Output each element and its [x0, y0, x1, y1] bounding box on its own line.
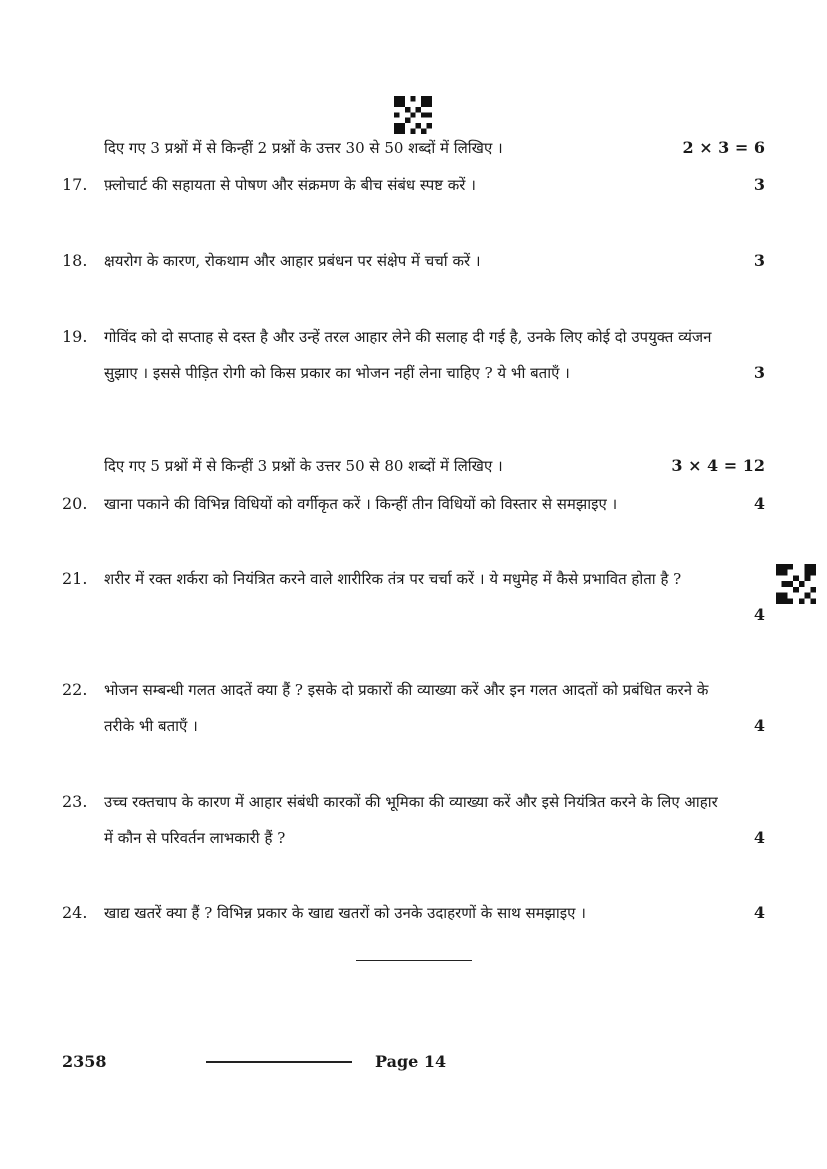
question-marks: 3 [753, 175, 765, 194]
question-marks: 3 [753, 251, 765, 270]
question-number: 20. [62, 494, 88, 513]
question-marks: 4 [753, 716, 765, 735]
question-text: शरीर में रक्त शर्करा को नियंत्रित करने वाले शारीरिक तंत्र पर चर्चा करें । ये मधुमेह में कैसे प्रभावित होता है ? [104, 570, 682, 588]
section-marks: 3 × 4 = 12 [671, 456, 765, 475]
question-text: भोजन सम्बन्धी गलत आदतें क्या हैं ? इसके दो प्रकारों की व्याख्या करें और इन गलत आदतों को प्रबंधित करने के तरीके भी बताएँ । [104, 681, 709, 735]
question-text: उच्च रक्तचाप के कारण में आहार संबंधी कारकों की भूमिका की व्याख्या करें और इसे नियंत्रित करने के लिए आहार में कौन से परिवर्तन लाभकारी हैं ? [104, 793, 718, 847]
end-of-questions-divider [356, 960, 472, 961]
question-number: 19. [62, 327, 88, 346]
footer-divider [206, 1061, 352, 1063]
question-number: 23. [62, 792, 88, 811]
question-marks: 4 [753, 903, 765, 922]
qr-code-icon [775, 564, 817, 604]
question-marks: 3 [753, 363, 765, 382]
question-number: 18. [62, 251, 88, 270]
question-text: क्षयरोग के कारण, रोकथाम और आहार प्रबंधन पर संक्षेप में चर्चा करें । [104, 252, 481, 270]
question-text: फ़्लोचार्ट की सहायता से पोषण और संक्रमण के बीच संबंध स्पष्ट करें । [104, 176, 476, 194]
question-number: 24. [62, 903, 88, 922]
question-marks: 4 [753, 605, 765, 624]
qr-code-icon [394, 96, 432, 134]
question-number: 17. [62, 175, 88, 194]
question-number: 22. [62, 680, 88, 699]
paper-code: 2358 [62, 1052, 107, 1071]
section-instruction-text: दिए गए 3 प्रश्नों में से किन्हीं 2 प्रश्नों के उत्तर 30 से 50 शब्दों में लिखिए । [104, 139, 503, 157]
page-number: Page 14 [375, 1052, 447, 1071]
question-text: गोविंद को दो सप्ताह से दस्त है और उन्हें तरल आहार लेने की सलाह दी गई है, उनके लिए कोई दो उपयुक्त व्यंजन सुझाए । इससे पीड़ित रोगी को किस प्रकार का भोजन नहीं लेना चाहिए ? ये भी बताएँ । [104, 328, 712, 382]
question-text: खाद्य खतरें क्या हैं ? विभिन्न प्रकार के खाद्य खतरों को उनके उदाहरणों के साथ समझाइए । [104, 904, 586, 922]
question-marks: 4 [753, 494, 765, 513]
question-number: 21. [62, 569, 88, 588]
question-marks: 4 [753, 828, 765, 847]
section-marks: 2 × 3 = 6 [682, 138, 765, 157]
question-text: खाना पकाने की विभिन्न विधियों को वर्गीकृत करें । किन्हीं तीन विधियों को विस्तार से समझाइए । [104, 495, 618, 513]
section-instruction-text: दिए गए 5 प्रश्नों में से किन्हीं 3 प्रश्नों के उत्तर 50 से 80 शब्दों में लिखिए । [104, 457, 503, 475]
